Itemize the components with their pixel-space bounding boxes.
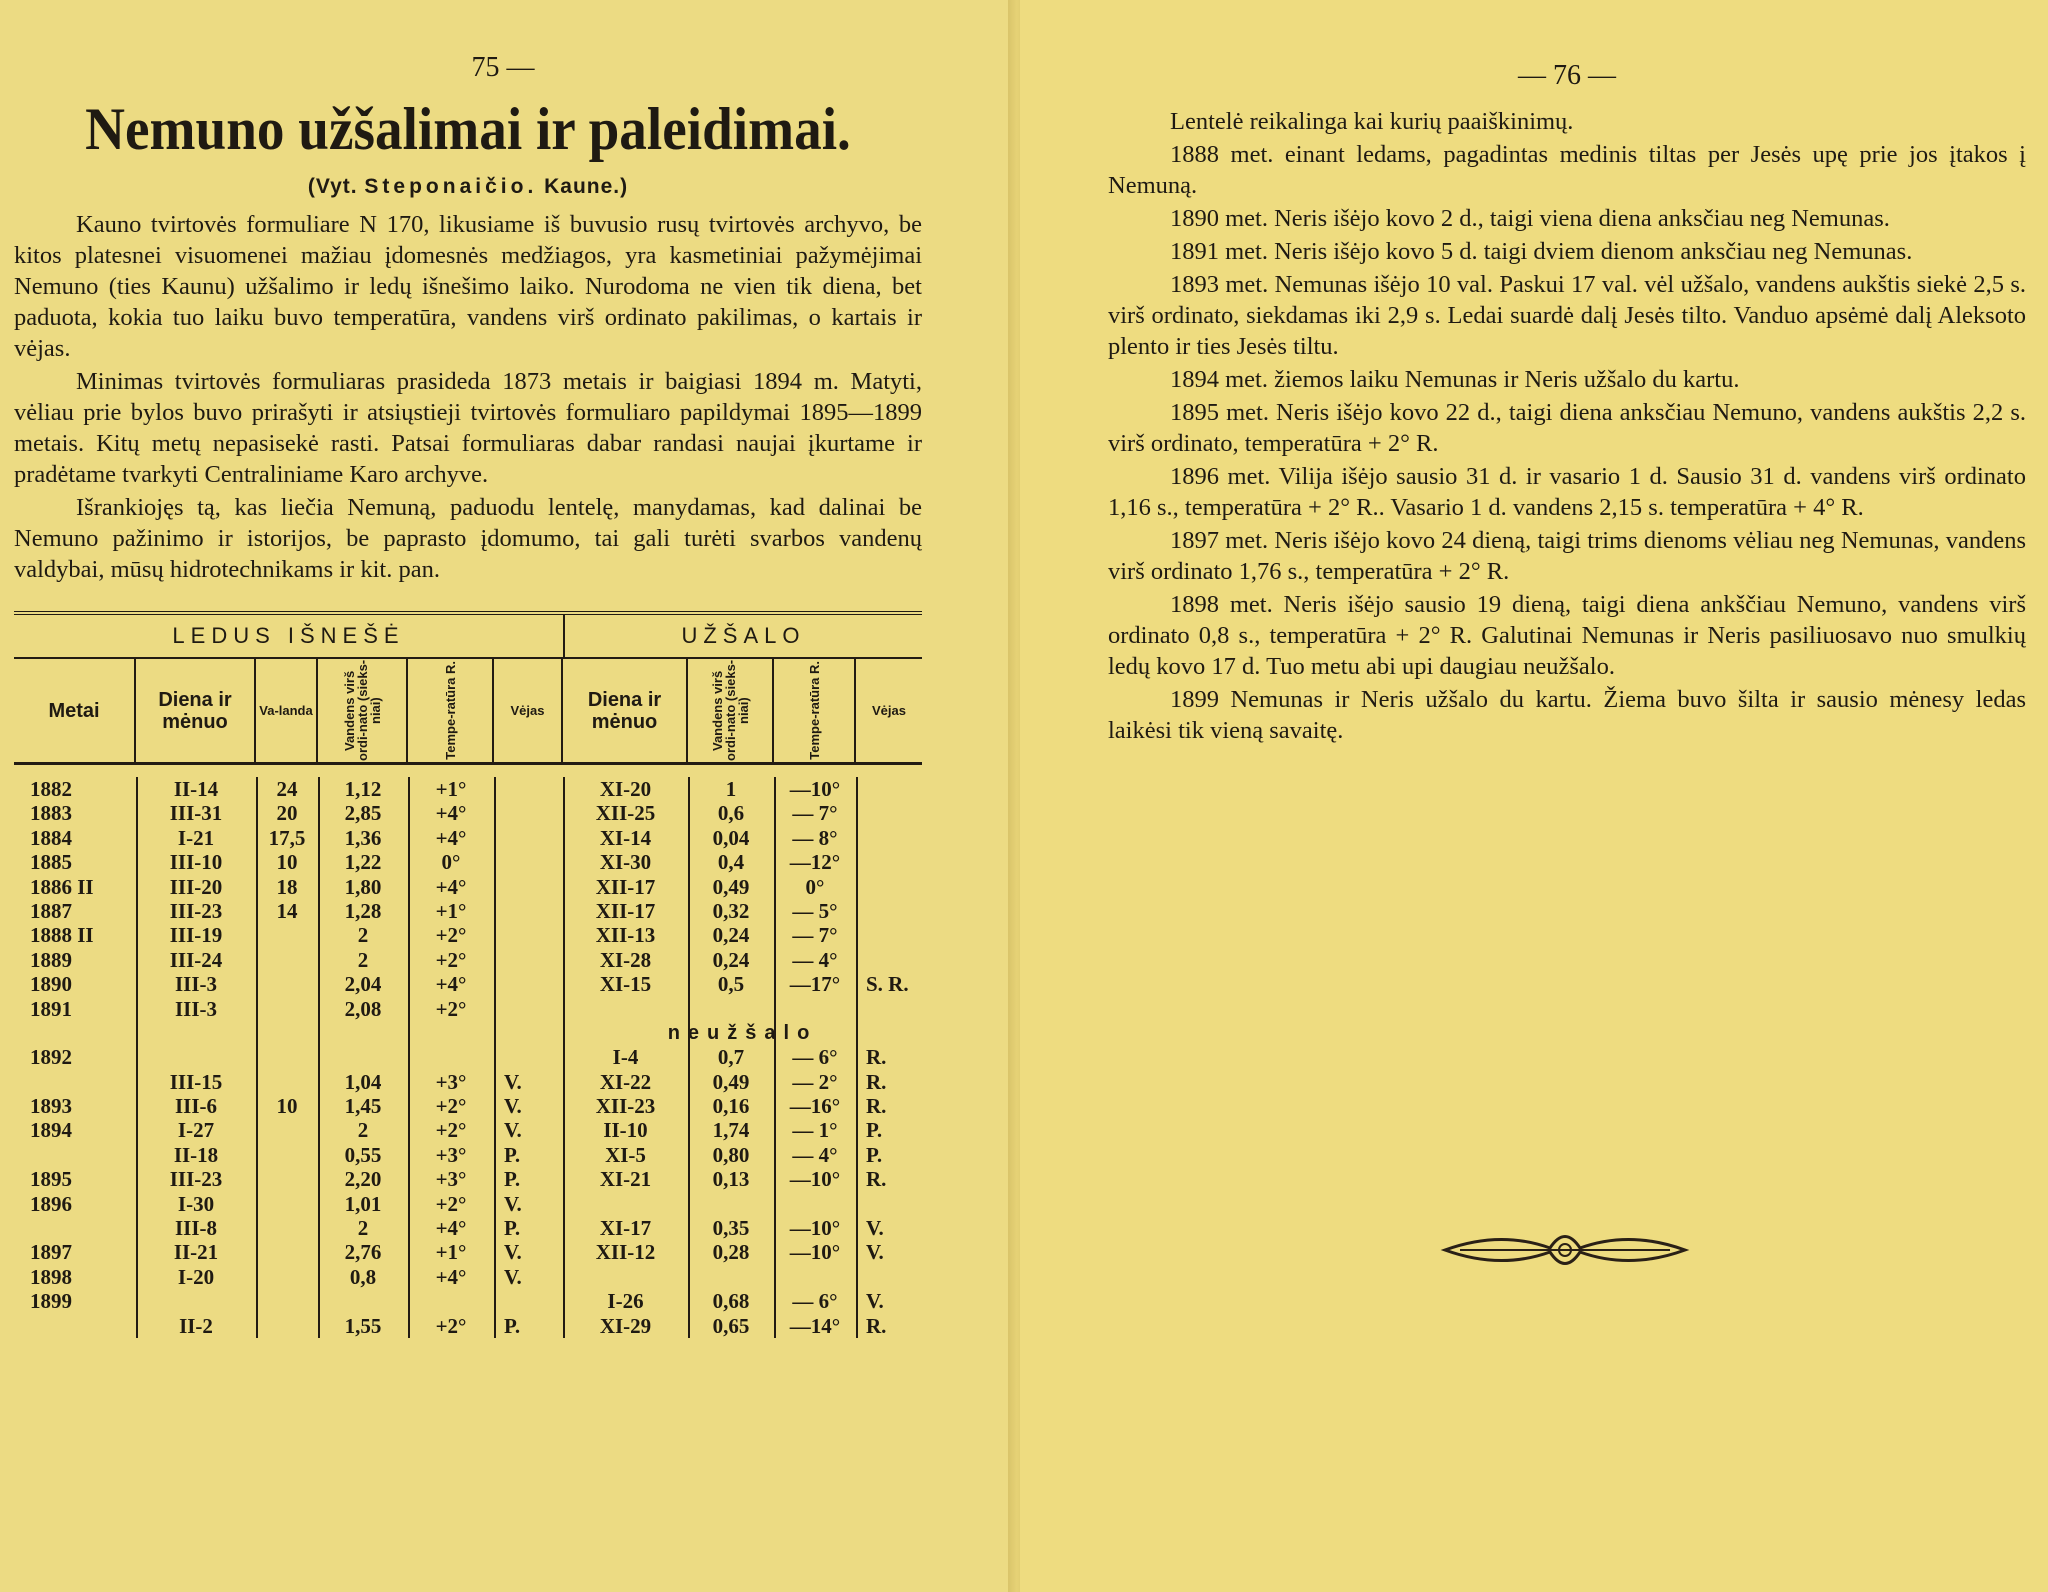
- table-cell: 1,28: [344, 898, 382, 923]
- table-cell: 20: [276, 801, 298, 826]
- table-cell: I-30: [177, 1191, 215, 1216]
- table-cell: 0,6: [717, 801, 745, 826]
- header-diena-uzsalo: Diena ir mėnuo: [563, 659, 688, 762]
- table-cell: 0,68: [712, 1289, 750, 1314]
- table-row: [14, 1045, 922, 1069]
- table-cell: III-24: [169, 947, 223, 972]
- table-cell: [256, 948, 318, 972]
- table-cell: [318, 1045, 408, 1069]
- table-cell: — 7°: [792, 923, 838, 948]
- table-cell: [774, 1192, 856, 1216]
- header-temperatura-uzsalo-text: Tempe-ratūra R.: [806, 661, 822, 760]
- table-cell: [688, 997, 774, 1021]
- table-cell: +4°: [435, 825, 467, 850]
- table-cell: [688, 1265, 774, 1289]
- table-cell: [256, 1118, 318, 1142]
- table-cell: 1,45: [344, 1094, 382, 1119]
- table-cell: XI-20: [599, 777, 652, 801]
- col-divider: [136, 777, 138, 1338]
- table-cell: V.: [866, 1216, 884, 1241]
- table-cell: XII-13: [595, 923, 656, 948]
- table-cell: +3°: [435, 1142, 467, 1167]
- table-cell: —10°: [789, 777, 841, 801]
- table-cell: +2°: [435, 1118, 467, 1143]
- table-cell: +4°: [435, 874, 467, 899]
- table-cell: — 4°: [792, 947, 838, 972]
- table-cell: R.: [866, 1069, 887, 1094]
- table-row: [14, 899, 922, 923]
- table-cell: R.: [866, 1094, 887, 1119]
- table-cell: +4°: [435, 972, 467, 997]
- table-cell: 1890: [30, 972, 72, 997]
- table-cell: 2,85: [344, 801, 382, 826]
- table-row: [14, 1143, 922, 1167]
- table-cell: XI-21: [599, 1167, 652, 1192]
- table-cell: [318, 1289, 408, 1313]
- table-row: [14, 923, 922, 947]
- table-cell: I-21: [177, 825, 215, 850]
- table-cell: 2,20: [344, 1167, 382, 1192]
- table-cell: [14, 1143, 136, 1167]
- table-cell: III-10: [169, 850, 223, 875]
- col-divider: [856, 777, 858, 1338]
- table-group-headers: [14, 615, 922, 657]
- table-cell: 18: [276, 874, 298, 899]
- table-cell: III-15: [169, 1069, 223, 1094]
- table-cell: 0,24: [712, 947, 750, 972]
- table-cell: 24: [276, 777, 298, 801]
- table-cell: 1891: [30, 996, 72, 1021]
- group-header-uzsalo: UŽŠALO: [681, 623, 806, 648]
- table-cell: [494, 923, 563, 947]
- table-cell: [494, 997, 563, 1021]
- table-cell: — 7°: [792, 801, 838, 826]
- table-cell: [563, 1192, 688, 1216]
- table-cell: 1884: [30, 825, 72, 850]
- header-vejas-uzsalo: Vėjas: [872, 702, 906, 718]
- table-cell: [136, 1045, 256, 1069]
- intro-paragraph-3: Išrankiojęs tą, kas liečia Nemuną, paduodu lentelę, manydamas, kad dalinai be Nemuno pažinimo ir istorijos, be paprasto įdomumo, tai gali turėti svarbos vandenų valdybai, mūsų hidrotechnikams ir kit. pan.: [14, 494, 922, 583]
- table-cell: [14, 1216, 136, 1240]
- table-cell: 0,13: [712, 1167, 750, 1192]
- table-cell: 0°: [441, 850, 461, 875]
- table-cell: R.: [866, 1313, 887, 1338]
- notes-paragraph: 1888 met. einant ledams, pagadintas medinis tiltas per Jesės upę prie jos įtakos į Nemuną.: [1108, 141, 2026, 199]
- table-cell: V.: [504, 1240, 522, 1265]
- table-cell: R.: [866, 1167, 887, 1192]
- table-cell: II-2: [179, 1313, 213, 1338]
- table-row: [14, 1021, 922, 1045]
- table-cell: — 5°: [792, 898, 838, 923]
- table-cell: P.: [504, 1142, 521, 1167]
- table-cell: III-6: [174, 1094, 217, 1119]
- table-cell: 1892: [30, 1045, 72, 1070]
- table-cell: [136, 1289, 256, 1313]
- table-cell: +2°: [435, 1313, 467, 1338]
- table-cell: +3°: [435, 1167, 467, 1192]
- table-cell: XI-17: [599, 1216, 652, 1241]
- table-cell: S. R.: [866, 972, 909, 997]
- table-cell: 0,49: [712, 874, 750, 899]
- table-cell: [14, 1021, 563, 1045]
- table-cell: [494, 1045, 563, 1069]
- table-cell: [494, 972, 563, 996]
- table-cell: 1895: [30, 1167, 72, 1192]
- article-title: Nemuno užšalimai ir paleidimai.: [85, 96, 851, 162]
- table-cell: [494, 801, 563, 825]
- table-cell: 0,65: [712, 1313, 750, 1338]
- table-cell: P.: [504, 1313, 521, 1338]
- table-row: [14, 1192, 922, 1216]
- table-cell: — 8°: [792, 825, 838, 850]
- table-cell: 0,4: [717, 850, 745, 875]
- table-cell: XI-5: [605, 1142, 646, 1167]
- table-row: [14, 1094, 922, 1118]
- table-cell: —10°: [789, 1216, 841, 1241]
- ornament-icon: [1440, 1220, 1690, 1280]
- table-cell: 1899: [30, 1289, 72, 1314]
- header-temperatura: [408, 659, 494, 762]
- table-cell: 1: [725, 777, 737, 801]
- table-cell: II-14: [173, 777, 219, 801]
- group-header-ledus-isnese: LEDUS IŠNEŠĖ: [14, 615, 565, 657]
- table-cell: [256, 1240, 318, 1264]
- table-cell: 1889: [30, 947, 72, 972]
- col-divider: [774, 777, 776, 1338]
- table-cell: 0,32: [712, 898, 750, 923]
- table-cell: +4°: [435, 1264, 467, 1289]
- table-rows: [14, 777, 922, 1338]
- table-cell: +2°: [435, 923, 467, 948]
- table-cell: I-4: [612, 1045, 639, 1070]
- table-cell: 10: [276, 1094, 298, 1119]
- table-cell: +3°: [435, 1069, 467, 1094]
- notes-paragraph: 1890 met. Neris išėjo kovo 2 d., taigi viena diena anksčiau neg Nemunas.: [1170, 205, 1890, 232]
- table-row: [14, 801, 922, 825]
- table-cell: —17°: [789, 972, 841, 997]
- table-cell: 1888 II: [30, 923, 94, 948]
- table-cell: [856, 923, 922, 947]
- table-cell: 1886 II: [30, 874, 94, 899]
- table-cell: [774, 997, 856, 1021]
- table-cell: P.: [866, 1118, 883, 1143]
- table-cell: P.: [866, 1142, 883, 1167]
- table-cell: 0,7: [717, 1045, 745, 1070]
- ice-table: [14, 611, 922, 1338]
- notes-paragraph: 1893 met. Nemunas išėjo 10 val. Paskui 17 val. vėl užšalo, vandens aukštis siekė 2,5 s. virš ordinato, siekdamas iki 2,9 s. Ledai suardė dalį Jesės tilto. Vanduo apsėmė dalį Aleksoto plento ir ties Jesės tiltu.: [1108, 271, 2026, 360]
- table-cell: [856, 1265, 922, 1289]
- table-cell: 1883: [30, 801, 72, 826]
- table-cell: XI-28: [599, 947, 652, 972]
- header-diena: Diena ir mėnuo: [136, 659, 256, 762]
- table-cell: [494, 875, 563, 899]
- table-row: [14, 826, 922, 850]
- header-metai: Metai: [14, 659, 136, 762]
- table-cell: [856, 850, 922, 874]
- table-cell: 0,24: [712, 923, 750, 948]
- table-cell: +2°: [435, 1094, 467, 1119]
- table-row: [14, 777, 922, 801]
- table-cell: XI-30: [599, 850, 652, 875]
- table-cell: 1882: [30, 777, 72, 801]
- table-cell: 1,04: [344, 1069, 382, 1094]
- header-vandens-uzsalo-text: Vandens virš ordi-nato (sieks-niai): [709, 659, 751, 762]
- table-cell: I-26: [607, 1289, 644, 1314]
- table-row: [14, 1070, 922, 1094]
- table-cell: [256, 1167, 318, 1191]
- table-cell: V.: [504, 1069, 522, 1094]
- table-cell: XI-29: [599, 1313, 652, 1338]
- table-cell: [494, 777, 563, 801]
- table-cell: [494, 850, 563, 874]
- table-cell: 1,74: [712, 1118, 750, 1143]
- table-cell: 14: [276, 898, 298, 923]
- table-cell: 1897: [30, 1240, 72, 1265]
- table-cell: V.: [504, 1191, 522, 1216]
- table-cell: 0,55: [344, 1142, 382, 1167]
- table-row: [14, 1265, 922, 1289]
- table-cell: [856, 899, 922, 923]
- table-cell: [256, 1265, 318, 1289]
- table-cell: II-21: [173, 1240, 219, 1265]
- header-temperatura-text: Tempe-ratūra R.: [442, 661, 458, 760]
- table-cell: [563, 1265, 688, 1289]
- col-divider: [563, 777, 565, 1338]
- byline-name: Steponaičio.: [364, 175, 538, 198]
- table-cell: +4°: [435, 801, 467, 826]
- table-cell: — 1°: [792, 1118, 838, 1143]
- table-cell: [856, 997, 922, 1021]
- col-divider: [318, 777, 320, 1338]
- table-cell: II-18: [173, 1142, 219, 1167]
- table-cell: II-10: [603, 1118, 648, 1143]
- table-cell: V.: [504, 1264, 522, 1289]
- notes-paragraph: 1895 met. Neris išėjo kovo 22 d., taigi diena anksčiau Nemuno, vandens aukštis 2,2 s. virš ordinato, temperatūra + 2° R.: [1108, 399, 2026, 457]
- notes-paragraph: 1891 met. Neris išėjo kovo 5 d. taigi dviem dienom anksčiau neg Nemunas.: [1170, 238, 1913, 265]
- col-divider: [494, 777, 496, 1338]
- table-row: [14, 850, 922, 874]
- table-cell: 0,28: [712, 1240, 750, 1265]
- table-cell: V.: [866, 1289, 884, 1314]
- header-vandens: [318, 659, 408, 762]
- table-row: [14, 875, 922, 899]
- table-cell: V.: [866, 1240, 884, 1265]
- table-cell: 10: [276, 850, 298, 875]
- table-cell: [256, 972, 318, 996]
- table-cell: 1,36: [344, 825, 382, 850]
- table-cell: 17,5: [268, 825, 306, 850]
- table-row: [14, 1216, 922, 1240]
- table-cell: I-20: [177, 1264, 215, 1289]
- table-cell: 0,8: [349, 1264, 377, 1289]
- table-cell: III-20: [169, 874, 223, 899]
- table-cell: [856, 826, 922, 850]
- table-cell: [563, 997, 688, 1021]
- table-cell: R.: [866, 1045, 887, 1070]
- table-cell: [256, 1314, 318, 1338]
- table-cell: III-23: [169, 1167, 223, 1192]
- table-cell: V.: [504, 1118, 522, 1143]
- table-cell: 2: [357, 923, 369, 948]
- table-cell: —12°: [789, 850, 841, 875]
- byline: [14, 175, 922, 199]
- table-cell: 1,22: [344, 850, 382, 875]
- table-cell: III-3: [174, 996, 217, 1021]
- notes-paragraph: 1896 met. Vilija išėjo sausio 31 d. ir vasario 1 d. Sausio 31 d. vandens virš ordinato 1,16 s., temperatūra + 2° R.. Vasario 1 d. vandens 2,15 s. temperatūra + 4° R.: [1108, 463, 2026, 521]
- table-row: [14, 1240, 922, 1264]
- table-cell: 1885: [30, 850, 72, 875]
- table-cell: [408, 1045, 494, 1069]
- table-body: [14, 777, 922, 1338]
- table-row: [14, 1289, 922, 1313]
- table-cell: P.: [504, 1167, 521, 1192]
- table-cell: [14, 1314, 136, 1338]
- table-cell: P.: [504, 1216, 521, 1241]
- table-cell: [856, 875, 922, 899]
- table-row: [14, 1314, 922, 1338]
- table-cell: 1,12: [344, 777, 382, 801]
- table-row: [14, 972, 922, 996]
- header-vandens-uzsalo: [688, 659, 774, 762]
- notes-paragraph: 1894 met. žiemos laiku Nemunas ir Neris užšalo du kartu.: [1170, 366, 1740, 393]
- table-cell: [256, 1070, 318, 1094]
- table-cell: XII-23: [595, 1094, 656, 1119]
- header-vejas: Vėjas: [494, 659, 563, 762]
- table-cell: XII-25: [595, 801, 656, 826]
- byline-suffix: Kaune.): [544, 175, 629, 198]
- table-cell: 1,01: [344, 1191, 382, 1216]
- table-cell: [256, 1045, 318, 1069]
- table-cell: [856, 801, 922, 825]
- table-cell: 0,49: [712, 1069, 750, 1094]
- table-cell: 0,35: [712, 1216, 750, 1241]
- table-cell: 2: [357, 1216, 369, 1241]
- table-cell: [256, 923, 318, 947]
- left-page: [0, 0, 1012, 1592]
- table-cell: — 4°: [792, 1142, 838, 1167]
- table-cell: [774, 1265, 856, 1289]
- byline-prefix: (Vyt.: [307, 175, 358, 198]
- table-cell: [256, 1192, 318, 1216]
- notes-paragraph: 1899 Nemunas ir Neris užšalo du kartu. Žiema buvo šilta ir sausio mėnesy ledas laikėsi tik vieną savaitę.: [1108, 686, 2026, 744]
- table-cell: [856, 1192, 922, 1216]
- table-cell: +1°: [435, 1240, 467, 1265]
- intro-paragraph-2: Minimas tvirtovės formuliaras prasideda 1873 metais ir baigiasi 1894 m. Matyti, vėliau prie bylos buvo prirašyti ir atsiųstieji tvirtovės formuliaro papildymai 1895—1899 metais. Kitų metų nepasisekė rasti. Patsai formuliaras dabar randasi naujai įkurtame ir pradėtame tvarkyti Centraliniame Karo archyve.: [14, 368, 922, 488]
- table-cell: — 2°: [792, 1069, 838, 1094]
- table-cell: — 6°: [792, 1289, 838, 1314]
- table-cell: —16°: [789, 1094, 841, 1119]
- table-cell: [256, 1289, 318, 1313]
- notes-paragraph: 1898 met. Neris išėjo sausio 19 dieną, taigi diena ankščiau Nemuno, vandens virš ordinato 0,8 s., temperatūra + 2° R. Galutinai Nemunas ir Neris pasiliuosavo nuo smulkių ledų kovo 17 d. Tuo metu abi upi daugiau neužšalo.: [1108, 591, 2026, 680]
- table-cell: 1898: [30, 1264, 72, 1289]
- table-cell: III-19: [169, 923, 223, 948]
- table-cell: [688, 1192, 774, 1216]
- table-cell: 1,80: [344, 874, 382, 899]
- table-cell: 2,08: [344, 996, 382, 1021]
- table-cell: I-27: [177, 1118, 215, 1143]
- header-temperatura-uzsalo: [774, 659, 856, 762]
- table-cell: +4°: [435, 1216, 467, 1241]
- table-cell: 0,80: [712, 1142, 750, 1167]
- table-cell: 2: [357, 947, 369, 972]
- table-cell: 0,5: [717, 972, 745, 997]
- table-cell: III-3: [174, 972, 217, 997]
- col-divider: [256, 777, 258, 1338]
- table-cell: —14°: [789, 1313, 841, 1338]
- table-cell: +1°: [435, 777, 467, 801]
- table-cell: 0°: [805, 874, 825, 899]
- table-cell: V.: [504, 1094, 522, 1119]
- header-valanda: Va-landa: [256, 659, 318, 762]
- table-cell: +2°: [435, 996, 467, 1021]
- table-cell: 1893: [30, 1094, 72, 1119]
- right-page-number: — 76 —: [1518, 60, 1616, 91]
- left-page-number: 75 —: [471, 52, 535, 83]
- table-cell: 2,76: [344, 1240, 382, 1265]
- table-cell: XI-14: [599, 825, 652, 850]
- table-cell: +2°: [435, 947, 467, 972]
- table-cell: XII-17: [595, 874, 656, 899]
- table-cell: [256, 997, 318, 1021]
- table-cell: 1894: [30, 1118, 72, 1143]
- table-cell: 0,16: [712, 1094, 750, 1119]
- table-row: [14, 1118, 922, 1142]
- col-divider: [688, 777, 690, 1338]
- table-column-headers: [14, 657, 922, 765]
- table-cell: 2: [357, 1118, 369, 1143]
- table-cell: —10°: [789, 1167, 841, 1192]
- table-row: [14, 997, 922, 1021]
- table-cell: 1896: [30, 1191, 72, 1216]
- table-cell: III-23: [169, 898, 223, 923]
- table-cell: 2,04: [344, 972, 382, 997]
- neuzsalo-note: neužšalo: [667, 1021, 818, 1044]
- table-cell: XII-12: [595, 1240, 656, 1265]
- table-cell: III-31: [169, 801, 223, 826]
- intro-paragraph-1: Kauno tvirtovės formuliare N 170, likusiame iš buvusio rusų tvirtovės archyvo, be kitos platesnei visuomenei mažiau įdomesnės medžiagos, yra kasmetiniai pažymėjimai Nemuno (ties Kaunu) užšalimo ir ledų išnešimo laiko. Nurodoma ne vien tik diena, bet paduota, kokia tuo laiku buvo temperatūra, vandens virš ordinato pakilimas, o kartais ir vėjas.: [14, 211, 922, 362]
- table-cell: [856, 948, 922, 972]
- table-cell: XI-15: [599, 972, 652, 997]
- table-cell: 1,55: [344, 1313, 382, 1338]
- table-cell: III-8: [174, 1216, 217, 1241]
- table-cell: [856, 777, 922, 801]
- header-vandens-text: Vandens virš ordi-nato (sieks-niai): [341, 659, 383, 762]
- table-cell: [256, 1216, 318, 1240]
- col-divider: [408, 777, 410, 1338]
- table-cell: —10°: [789, 1240, 841, 1265]
- table-cell: +1°: [435, 898, 467, 923]
- table-cell: [494, 826, 563, 850]
- right-page: [1020, 0, 2048, 1592]
- table-cell: [494, 948, 563, 972]
- notes-paragraph: 1897 met. Neris išėjo kovo 24 dieną, taigi trims dienoms vėliau neg Nemunas, vandens virš ordinato 1,76 s., temperatūra + 2° R.: [1108, 527, 2026, 585]
- table-cell: +2°: [435, 1191, 467, 1216]
- notes-paragraph: Lentelė reikalinga kai kurių paaiškinimų.: [1170, 108, 1574, 135]
- table-cell: XII-17: [595, 898, 656, 923]
- table-cell: [14, 1070, 136, 1094]
- table-cell: 1887: [30, 898, 72, 923]
- table-cell: [408, 1289, 494, 1313]
- table-cell: [256, 1143, 318, 1167]
- table-cell: [494, 899, 563, 923]
- table-cell: XI-22: [599, 1069, 652, 1094]
- table-row: [14, 948, 922, 972]
- table-row: [14, 1167, 922, 1191]
- table-cell: 0,04: [712, 825, 750, 850]
- table-cell: [494, 1289, 563, 1313]
- table-cell: — 6°: [792, 1045, 838, 1070]
